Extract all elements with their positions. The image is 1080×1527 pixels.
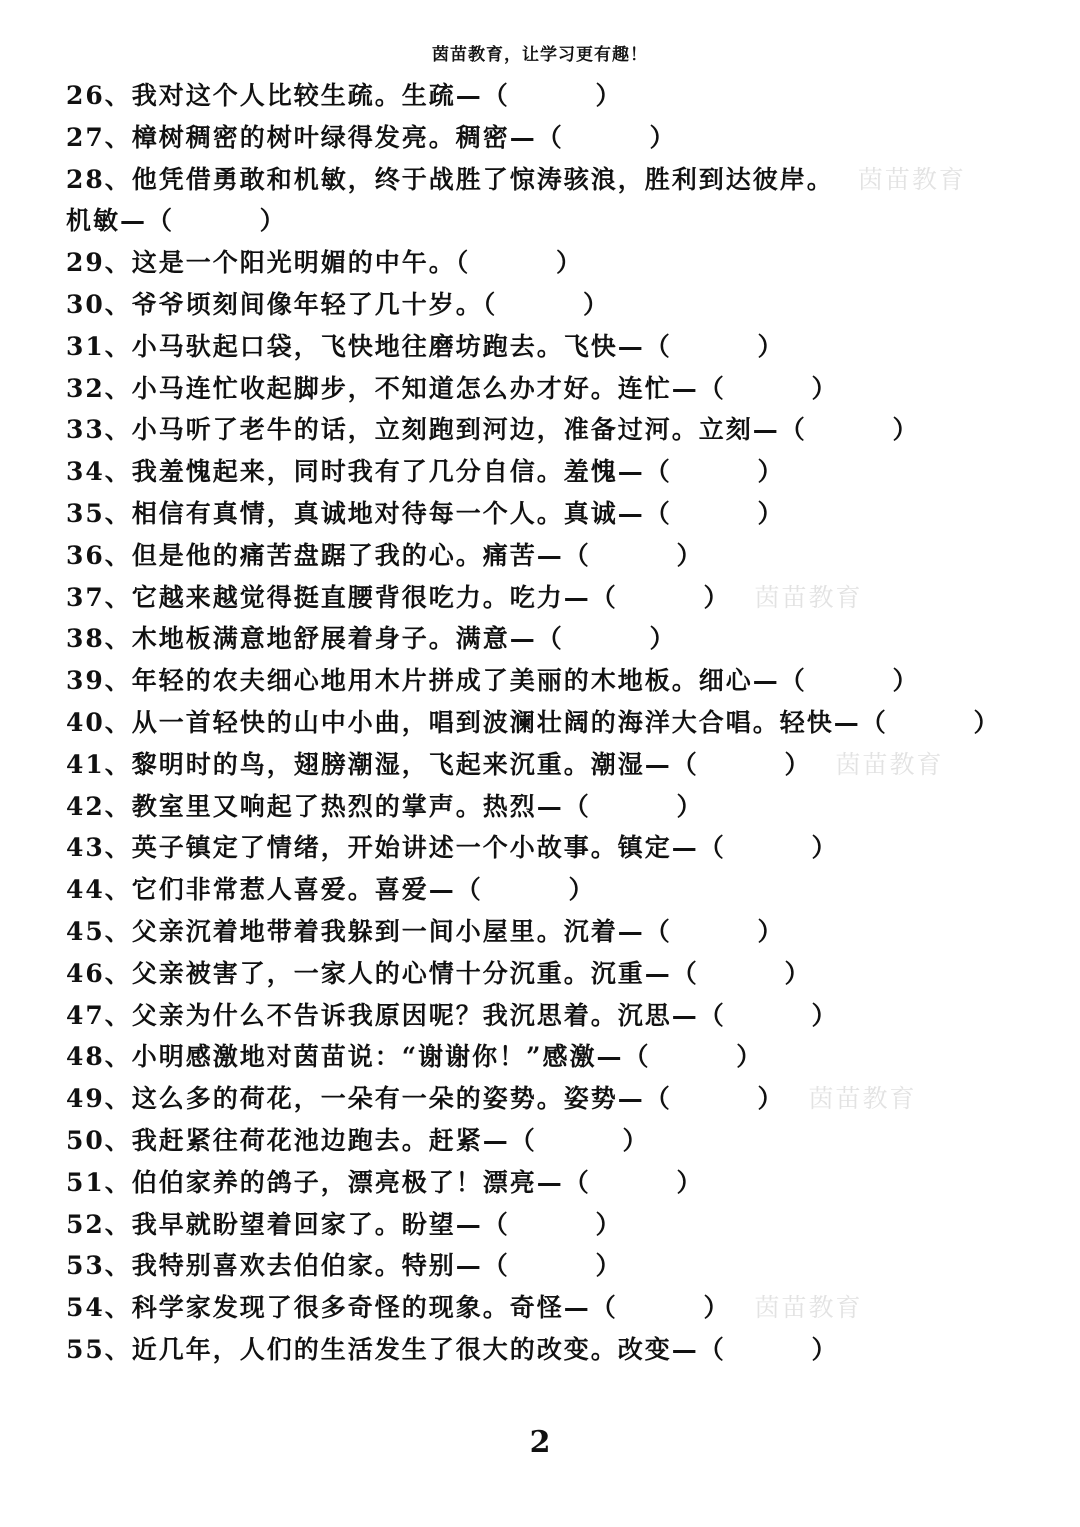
answer-blank[interactable] [807, 409, 893, 451]
exercise-number: 45、 [66, 916, 132, 946]
exercise-line [66, 618, 1056, 660]
page-header: 茵苗教育，让学习更有趣！ [432, 45, 648, 65]
exercise-line [66, 493, 1056, 535]
exercise-text: 父亲被害了，一家人的心情十分沉重。沉重—（ [131, 958, 699, 988]
exercise-line [66, 786, 1056, 828]
exercise-text: 这是一个阳光明媚的中午。（ [131, 248, 471, 278]
closing-parenthesis: ） [892, 415, 920, 445]
exercise-number: 52、 [66, 1209, 132, 1239]
exercise-text: 科学家发现了很多奇怪的现象。奇怪—（ [131, 1293, 618, 1323]
answer-blank[interactable] [618, 1287, 704, 1329]
exercise-text: 小明感激地对茵苗说：“谢谢你！”感激—（ [131, 1042, 651, 1072]
exercise-line [66, 702, 1056, 744]
answer-blank[interactable] [470, 242, 556, 284]
closing-parenthesis: ） [736, 1042, 764, 1072]
exercise-text: 机敏—（ [66, 206, 175, 236]
exercise-text: 父亲为什么不告诉我原因呢？我沉思着。沉思—（ [131, 1000, 726, 1030]
exercise-line [66, 117, 1056, 159]
closing-parenthesis: ） [757, 498, 785, 528]
exercise-number: 50、 [66, 1125, 132, 1155]
exercise-text: 我早就盼望着回家了。盼望—（ [131, 1209, 510, 1239]
exercise-line [66, 1204, 1056, 1246]
exercise-line [66, 326, 1056, 368]
exercise-number: 30、 [66, 289, 132, 319]
closing-parenthesis: ） [676, 540, 704, 570]
answer-blank[interactable] [672, 1078, 758, 1120]
answer-blank[interactable] [699, 953, 785, 995]
closing-parenthesis: ） [555, 248, 583, 278]
answer-blank[interactable] [726, 827, 812, 869]
answer-blank[interactable] [591, 1162, 677, 1204]
exercise-number: 53、 [66, 1251, 132, 1281]
exercise-number: 34、 [66, 457, 132, 487]
exercise-line [66, 1329, 1056, 1371]
exercise-text: 我赶紧往荷花池边跑去。赶紧—（ [131, 1125, 537, 1155]
exercise-number: 36、 [66, 540, 132, 570]
closing-parenthesis: ） [568, 875, 596, 905]
exercise-text: 教室里又响起了热烈的掌声。热烈—（ [131, 791, 591, 821]
watermark-text: 茵苗教育 [754, 582, 863, 612]
exercise-number: 29、 [66, 248, 132, 278]
closing-parenthesis: ） [259, 206, 287, 236]
closing-parenthesis: ） [703, 1293, 731, 1323]
exercise-number: 28、 [66, 164, 132, 194]
exercise-number: 51、 [66, 1167, 132, 1197]
answer-blank[interactable] [672, 326, 758, 368]
answer-blank[interactable] [807, 660, 893, 702]
closing-parenthesis: ） [595, 1251, 623, 1281]
exercise-number: 54、 [66, 1293, 132, 1323]
closing-parenthesis: ） [811, 1334, 839, 1364]
exercise-line [66, 159, 1056, 201]
exercise-number: 40、 [66, 707, 132, 737]
answer-blank[interactable] [564, 618, 650, 660]
answer-blank[interactable] [672, 911, 758, 953]
answer-blank[interactable] [699, 744, 785, 786]
exercise-line [66, 75, 1056, 117]
exercise-line [66, 1162, 1056, 1204]
watermark-text: 茵苗教育 [754, 1293, 863, 1323]
answer-blank[interactable] [537, 1120, 623, 1162]
answer-blank[interactable] [672, 493, 758, 535]
exercise-list [66, 75, 1056, 1371]
answer-blank[interactable] [483, 869, 569, 911]
exercise-line [66, 1245, 1056, 1287]
answer-blank[interactable] [564, 117, 650, 159]
exercise-number: 41、 [66, 749, 132, 779]
exercise-text: 木地板满意地舒展着身子。满意—（ [131, 624, 564, 654]
answer-blank[interactable] [651, 1036, 737, 1078]
closing-parenthesis: ） [892, 666, 920, 696]
watermark-text: 茵苗教育 [835, 749, 944, 779]
answer-blank[interactable] [726, 368, 812, 410]
closing-parenthesis: ） [811, 833, 839, 863]
exercise-text: 我特别喜欢去伯伯家。特别—（ [131, 1251, 510, 1281]
exercise-text: 他凭借勇敢和机敏，终于战胜了惊涛骇浪，胜利到达彼岸。 [131, 164, 834, 194]
exercise-number: 42、 [66, 791, 132, 821]
exercise-number: 48、 [66, 1042, 132, 1072]
exercise-line [66, 368, 1056, 410]
exercise-text: 但是他的痛苦盘踞了我的心。痛苦—（ [131, 540, 591, 570]
exercise-number: 47、 [66, 1000, 132, 1030]
exercise-text: 樟树稠密的树叶绿得发亮。稠密—（ [131, 122, 564, 152]
exercise-line [66, 200, 1056, 242]
answer-blank[interactable] [618, 577, 704, 619]
answer-blank[interactable] [174, 200, 260, 242]
exercise-line [66, 911, 1056, 953]
closing-parenthesis: ） [811, 1000, 839, 1030]
exercise-number: 32、 [66, 373, 132, 403]
exercise-line [66, 827, 1056, 869]
closing-parenthesis: ） [676, 791, 704, 821]
answer-blank[interactable] [510, 75, 596, 117]
watermark-text: 茵苗教育 [857, 164, 966, 194]
exercise-line [66, 953, 1056, 995]
exercise-line [66, 1120, 1056, 1162]
closing-parenthesis: ） [595, 1209, 623, 1239]
answer-blank[interactable] [510, 1245, 596, 1287]
closing-parenthesis: ） [595, 81, 623, 110]
exercise-number: 31、 [66, 331, 132, 361]
exercise-number: 38、 [66, 624, 132, 654]
exercise-text: 从一首轻快的山中小曲，唱到波澜壮阔的海洋大合唱。轻快—（ [131, 707, 888, 737]
exercise-line [66, 744, 1056, 786]
exercise-number: 46、 [66, 958, 132, 988]
exercise-text: 黎明时的鸟，翅膀潮湿，飞起来沉重。潮湿—（ [131, 749, 699, 779]
exercise-line [66, 869, 1056, 911]
exercise-text: 小马连忙收起脚步，不知道怎么办才好。连忙—（ [131, 373, 726, 403]
closing-parenthesis: ） [784, 749, 812, 779]
exercise-number: 26、 [66, 81, 132, 110]
closing-parenthesis: ） [676, 1167, 704, 1197]
exercise-text: 这么多的荷花，一朵有一朵的姿势。姿势—（ [131, 1084, 672, 1114]
exercise-text: 年轻的农夫细心地用木片拼成了美丽的木地板。细心—（ [131, 666, 807, 696]
watermark-text: 茵苗教育 [808, 1084, 917, 1114]
answer-blank[interactable] [672, 451, 758, 493]
exercise-line [66, 451, 1056, 493]
page-number: 2 [529, 1425, 551, 1460]
exercise-number: 37、 [66, 582, 132, 612]
closing-parenthesis: ） [622, 1125, 650, 1155]
exercise-line [66, 660, 1056, 702]
closing-parenthesis: ） [649, 122, 677, 152]
closing-parenthesis: ） [703, 582, 731, 612]
exercise-number: 44、 [66, 875, 132, 905]
exercise-number: 43、 [66, 833, 132, 863]
exercise-text: 小马听了老牛的话，立刻跑到河边，准备过河。立刻—（ [131, 415, 807, 445]
closing-parenthesis: ） [757, 916, 785, 946]
exercise-line [66, 284, 1056, 326]
exercise-line [66, 1287, 1056, 1329]
exercise-number: 27、 [66, 122, 132, 152]
closing-parenthesis: ） [784, 958, 812, 988]
closing-parenthesis: ） [582, 289, 610, 319]
exercise-number: 35、 [66, 498, 132, 528]
exercise-line [66, 995, 1056, 1037]
answer-blank[interactable] [726, 1329, 812, 1371]
exercise-text: 爷爷顷刻间像年轻了几十岁。（ [131, 289, 498, 319]
exercise-number: 55、 [66, 1334, 132, 1364]
exercise-text: 相信有真情，真诚地对待每一个人。真诚—（ [131, 498, 672, 528]
answer-blank[interactable] [591, 535, 677, 577]
answer-blank[interactable] [591, 786, 677, 828]
exercise-line [66, 409, 1056, 451]
answer-blank[interactable] [510, 1204, 596, 1246]
exercise-text: 我羞愧起来，同时我有了几分自信。羞愧—（ [131, 457, 672, 487]
exercise-text: 小马驮起口袋，飞快地往磨坊跑去。飞快—（ [131, 331, 672, 361]
exercise-text: 近几年，人们的生活发生了很大的改变。改变—（ [131, 1334, 726, 1364]
exercise-line [66, 242, 1056, 284]
exercise-text: 它越来越觉得挺直腰背很吃力。吃力—（ [131, 582, 618, 612]
exercise-line [66, 1036, 1056, 1078]
answer-blank[interactable] [726, 995, 812, 1037]
closing-parenthesis: ） [757, 1084, 785, 1114]
exercise-number: 33、 [66, 415, 132, 445]
exercise-text: 它们非常惹人喜爱。喜爱—（ [131, 875, 483, 905]
closing-parenthesis: ） [811, 373, 839, 403]
closing-parenthesis: ） [757, 331, 785, 361]
answer-blank[interactable] [888, 702, 974, 744]
exercise-text: 我对这个人比较生疏。生疏—（ [131, 81, 510, 110]
exercise-text: 伯伯家养的鸽子，漂亮极了！漂亮—（ [131, 1167, 591, 1197]
exercise-number: 49、 [66, 1084, 132, 1114]
exercise-number: 39、 [66, 666, 132, 696]
exercise-text: 父亲沉着地带着我躲到一间小屋里。沉着—（ [131, 916, 672, 946]
exercise-text: 英子镇定了情绪，开始讲述一个小故事。镇定—（ [131, 833, 726, 863]
exercise-line [66, 1078, 1056, 1120]
exercise-line [66, 577, 1056, 619]
closing-parenthesis: ） [757, 457, 785, 487]
exercise-line [66, 535, 1056, 577]
closing-parenthesis: ） [649, 624, 677, 654]
answer-blank[interactable] [497, 284, 583, 326]
closing-parenthesis: ） [973, 707, 1001, 737]
